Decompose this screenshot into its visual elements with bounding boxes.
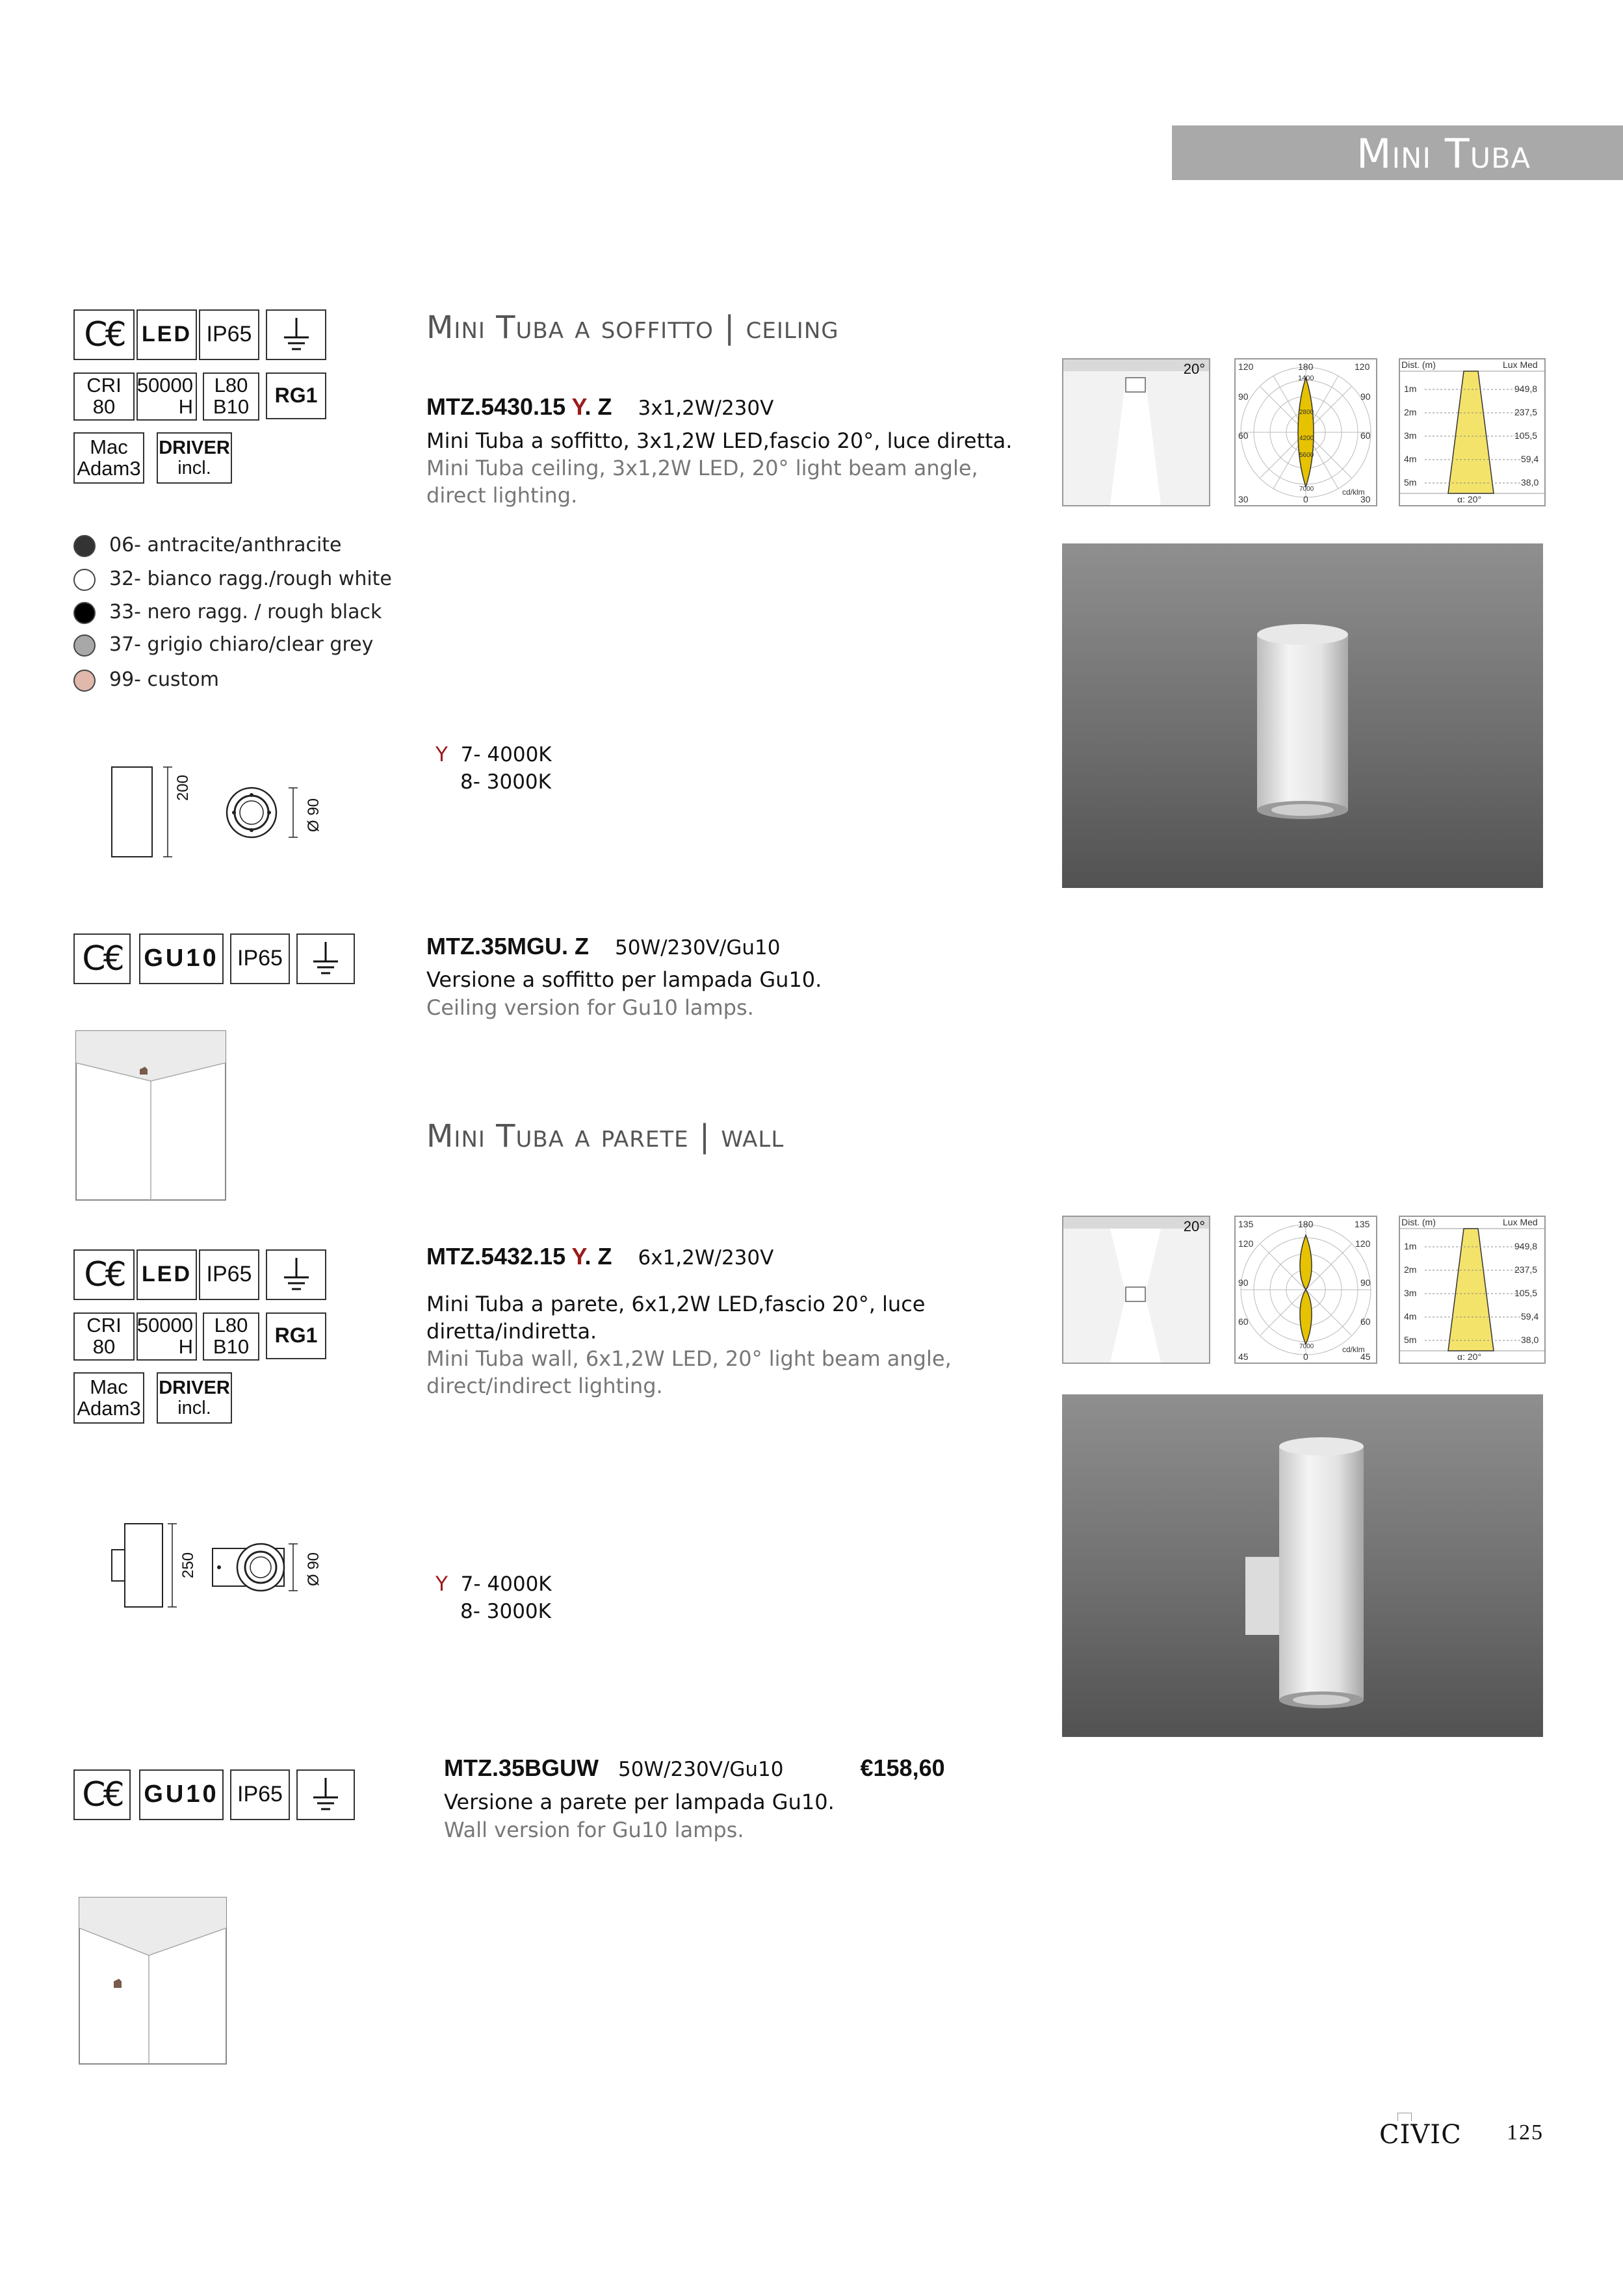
color-temp-options	[435, 741, 552, 796]
product-code-ceiling-led	[426, 393, 773, 421]
color-option-label: 32- bianco ragg./rough white	[109, 567, 392, 590]
lux-wall-val-4: 59,4	[1521, 1311, 1539, 1322]
beam-angle-label: 20°	[1183, 361, 1205, 377]
b10-label-wall: B10	[213, 1335, 250, 1358]
beam-diagram	[1062, 358, 1210, 506]
polar-diagram	[1234, 358, 1377, 506]
polar-label-bottom: 0	[1303, 494, 1308, 504]
ce-mark-badge-wall: C€	[73, 1249, 135, 1300]
lux-wall-val-3: 105,5	[1514, 1288, 1538, 1298]
wall-desc-it-2: diretta/indiretta.	[426, 1319, 597, 1344]
polar-ring-2: 4200	[1299, 435, 1314, 442]
lux-dist-4: 4m	[1404, 454, 1417, 464]
diameter-dimension-label-wall: Ø 90	[305, 1552, 322, 1586]
polar-wall-label-l60: 60	[1238, 1316, 1249, 1327]
lifetime-value: 50000	[136, 374, 193, 397]
polar-wall-label-rt: 135	[1355, 1219, 1370, 1229]
lux-val-4: 59,4	[1521, 454, 1539, 464]
polar-label-r90: 90	[1360, 391, 1371, 402]
lux-dist-header: Dist. (m)	[1401, 359, 1436, 370]
polar-label-r60: 60	[1360, 430, 1371, 441]
color-option-label: 99- custom	[109, 668, 220, 691]
polar-wall-label-r90: 90	[1360, 1277, 1371, 1288]
lux-dist-2: 2m	[1404, 407, 1417, 417]
lux-dist-3: 3m	[1404, 430, 1417, 441]
polar-diagram-wall	[1234, 1216, 1377, 1364]
ce-mark-badge: C€	[73, 309, 135, 360]
product-code-wall-led	[426, 1243, 773, 1270]
lux-val-3: 105,5	[1514, 430, 1538, 441]
beam-diagram-wall	[1062, 1216, 1210, 1364]
lux-wall-dist-2: 2m	[1404, 1264, 1417, 1275]
b10-label: B10	[213, 395, 250, 418]
color-swatch	[73, 670, 96, 692]
lux-wall-dist-header: Dist. (m)	[1401, 1217, 1436, 1227]
polar-wall-ring: 7000	[1299, 1343, 1314, 1350]
gu10-wall-desc-it: Versione a parete per lampada Gu10.	[444, 1790, 835, 1814]
cri-label: CRI	[86, 374, 122, 397]
polar-wall-label-r120: 120	[1355, 1238, 1371, 1249]
polar-peak: 1400	[1298, 374, 1314, 382]
section-title-wall: Mini Tuba a parete | wall	[426, 1118, 785, 1155]
macadam-badge-wall	[73, 1372, 144, 1424]
polar-wall-unit: cd/klm	[1342, 1345, 1365, 1354]
polar-label-l60: 60	[1238, 430, 1249, 441]
lux-wall-val-1: 949,8	[1514, 1241, 1538, 1251]
code-gu10: MTZ.35MGU. Z	[426, 933, 589, 959]
l80-badge	[203, 372, 259, 421]
ground-icon-wall	[266, 1249, 326, 1300]
polar-label-rt: 120	[1355, 361, 1370, 372]
polar-ring-4: 7000	[1299, 486, 1314, 493]
polar-wall-label-mt: 180	[1298, 1219, 1314, 1229]
l80-label: L80	[214, 374, 248, 397]
page-title: Mini Tuba	[1357, 130, 1531, 177]
code-main: MTZ.5430.15	[426, 393, 572, 420]
ip65-badge-gu10: IP65	[230, 933, 290, 984]
lifetime-badge	[136, 372, 197, 421]
color-option-label: 06- antracite/anthracite	[109, 534, 342, 556]
ground-icon-gu10	[296, 933, 355, 984]
macadam-label-2-wall: Adam3	[77, 1396, 141, 1420]
page-number: 125	[1507, 2120, 1544, 2145]
polar-label-r30: 30	[1360, 494, 1371, 504]
cri-badge-wall	[73, 1312, 135, 1361]
spec-gu10: 50W/230V/Gu10	[615, 936, 781, 959]
price-gu10-wall: €158,60	[860, 1755, 945, 1781]
lifetime-badge-wall	[136, 1312, 197, 1361]
l80-badge-wall	[203, 1312, 259, 1361]
polar-unit: cd/klm	[1342, 488, 1365, 497]
lux-val-2: 237,5	[1514, 407, 1538, 417]
ceiling-mount-illustration	[75, 1030, 226, 1201]
rg1-badge-wall: RG1	[266, 1312, 326, 1359]
color-temp-options-wall	[435, 1571, 552, 1625]
polar-wall-label-lt: 135	[1238, 1219, 1254, 1229]
temp-y-marker: Y	[435, 743, 448, 766]
polar-label-l90: 90	[1238, 391, 1249, 402]
driver-badge-wall	[157, 1372, 232, 1424]
product-desc-en: Mini Tuba ceiling, 3x1,2W LED, 20° light beam angle, direct lighting.	[426, 456, 978, 508]
ce-mark-badge-gu10-wall: C€	[73, 1769, 131, 1820]
ce-mark-badge-gu10: C€	[73, 933, 131, 984]
product-spec: 3x1,2W/230V	[638, 397, 774, 420]
lux-wall-dist-4: 4m	[1404, 1311, 1417, 1322]
polar-ring-1: 2800	[1299, 409, 1314, 416]
driver-label: DRIVER	[159, 437, 230, 459]
color-option-label: 37- grigio chiaro/clear grey	[109, 633, 374, 656]
lux-wall-alpha: α: 20°	[1457, 1351, 1482, 1362]
gu10-wall-desc-en: Wall version for Gu10 lamps.	[444, 1818, 744, 1842]
product-spec-wall: 6x1,2W/230V	[638, 1246, 774, 1270]
header-band	[1172, 125, 1623, 180]
lifetime-value-wall: 50000	[136, 1314, 193, 1337]
wall-desc-it-1: Mini Tuba a parete, 6x1,2W LED,fascio 20°, luce	[426, 1292, 926, 1316]
macadam-label-1-wall: Mac	[90, 1375, 128, 1398]
rg1-badge: RG1	[266, 372, 326, 419]
height-dimension-label-wall: 250	[179, 1552, 197, 1578]
color-swatch	[73, 535, 96, 557]
lux-dist-1: 1m	[1404, 384, 1417, 394]
wall-dimension-drawing	[107, 1515, 328, 1619]
ip65-badge-wall: IP65	[199, 1249, 259, 1300]
cri-value: 80	[92, 395, 116, 418]
color-swatch	[73, 634, 96, 657]
macadam-label-1: Mac	[90, 435, 128, 458]
spec-gu10-wall: 50W/230V/Gu10	[618, 1758, 784, 1781]
ground-icon	[266, 309, 326, 360]
driver-label-wall: DRIVER	[159, 1377, 230, 1399]
temp-option-3000k: 8- 3000K	[460, 770, 551, 794]
color-swatch	[73, 602, 96, 624]
logo-mark-icon	[1397, 2113, 1412, 2121]
lux-val-1: 949,8	[1514, 384, 1538, 394]
color-option-label: 33- nero ragg. / rough black	[109, 601, 382, 623]
diameter-dimension-label: Ø 90	[305, 798, 322, 832]
wall-mount-illustration	[79, 1897, 227, 2065]
ground-icon-gu10-wall	[296, 1769, 355, 1820]
driver-included: incl.	[177, 457, 211, 478]
product-photo-wall	[1062, 1394, 1543, 1737]
product-photo-ceiling	[1062, 543, 1543, 888]
ip65-badge: IP65	[199, 309, 259, 360]
gu10-desc-en: Ceiling version for Gu10 lamps.	[426, 995, 754, 1020]
polar-wall-label-l90: 90	[1238, 1277, 1249, 1288]
gu10-badge-wall: GU10	[139, 1769, 224, 1820]
code-gu10-wall: MTZ.35BGUW	[444, 1755, 599, 1781]
lifetime-unit-wall: H	[178, 1335, 193, 1358]
product-code-wall-gu10	[444, 1755, 945, 1782]
polar-label-l30: 30	[1238, 494, 1249, 504]
polar-wall-label-bottom: 0	[1303, 1351, 1308, 1362]
macadam-label-2: Adam3	[77, 456, 141, 480]
lux-wall-val-2: 237,5	[1514, 1264, 1538, 1275]
polar-ring-3: 5600	[1299, 452, 1314, 459]
gu10-desc-it: Versione a soffitto per lampada Gu10.	[426, 967, 822, 992]
product-desc-it: Mini Tuba a soffitto, 3x1,2W LED,fascio 20°, luce diretta.	[426, 428, 1013, 453]
driver-badge	[157, 432, 232, 484]
macadam-badge	[73, 432, 144, 484]
lux-wall-dist-3: 3m	[1404, 1288, 1417, 1298]
beam-angle-label-wall: 20°	[1183, 1218, 1205, 1234]
polar-label-mt: 180	[1298, 361, 1314, 372]
code-y-variant-wall: Y	[571, 1243, 585, 1270]
ceiling-dimension-drawing	[107, 761, 328, 865]
temp-y-marker-wall: Y	[435, 1572, 448, 1596]
lux-diagram	[1399, 358, 1546, 506]
temp-option-4000k-wall: 7- 4000K	[460, 1572, 552, 1596]
lux-val-5: 38,0	[1521, 477, 1539, 488]
height-dimension-label: 200	[174, 774, 192, 801]
lux-wall-val-5: 38,0	[1521, 1335, 1539, 1345]
lux-alpha: α: 20°	[1457, 494, 1482, 504]
color-swatch	[73, 569, 96, 591]
temp-option-3000k-wall: 8- 3000K	[460, 1600, 551, 1623]
code-main-wall: MTZ.5432.15	[426, 1243, 572, 1270]
cri-value-wall: 80	[92, 1335, 116, 1358]
lux-wall-dist-1: 1m	[1404, 1241, 1417, 1251]
l80-label-wall: L80	[214, 1314, 248, 1337]
wall-desc-en: Mini Tuba wall, 6x1,2W LED, 20° light beam angle, direct/indirect lighting.	[426, 1346, 952, 1398]
lux-header: Lux Med	[1503, 359, 1538, 370]
polar-wall-label-l45: 45	[1238, 1351, 1249, 1362]
product-code-ceiling-gu10	[426, 933, 780, 960]
code-y-variant: Y	[571, 393, 585, 420]
polar-wall-label-r45: 45	[1360, 1351, 1371, 1362]
polar-label-lt: 120	[1238, 361, 1254, 372]
lifetime-unit: H	[178, 395, 193, 418]
lux-wall-dist-5: 5m	[1404, 1335, 1417, 1345]
code-tail-wall: . Z	[584, 1243, 612, 1270]
lux-diagram-wall	[1399, 1216, 1546, 1364]
ip65-badge-gu10-wall: IP65	[230, 1769, 290, 1820]
polar-wall-label-r60: 60	[1360, 1316, 1371, 1327]
brand-logo: CIVIC	[1379, 2120, 1462, 2150]
cri-label-wall: CRI	[86, 1314, 122, 1337]
temp-option-4000k: 7- 4000K	[460, 743, 552, 766]
lux-dist-5: 5m	[1404, 477, 1417, 488]
driver-included-wall: incl.	[177, 1397, 211, 1418]
lux-wall-header: Lux Med	[1503, 1217, 1538, 1227]
cri-badge	[73, 372, 135, 421]
polar-wall-label-l120: 120	[1238, 1238, 1254, 1249]
led-badge-wall: LED	[136, 1249, 197, 1300]
section-title-ceiling: Mini Tuba a soffitto | ceiling	[426, 309, 839, 346]
gu10-badge: GU10	[139, 933, 224, 984]
led-badge: LED	[136, 309, 197, 360]
code-tail: . Z	[584, 393, 612, 420]
